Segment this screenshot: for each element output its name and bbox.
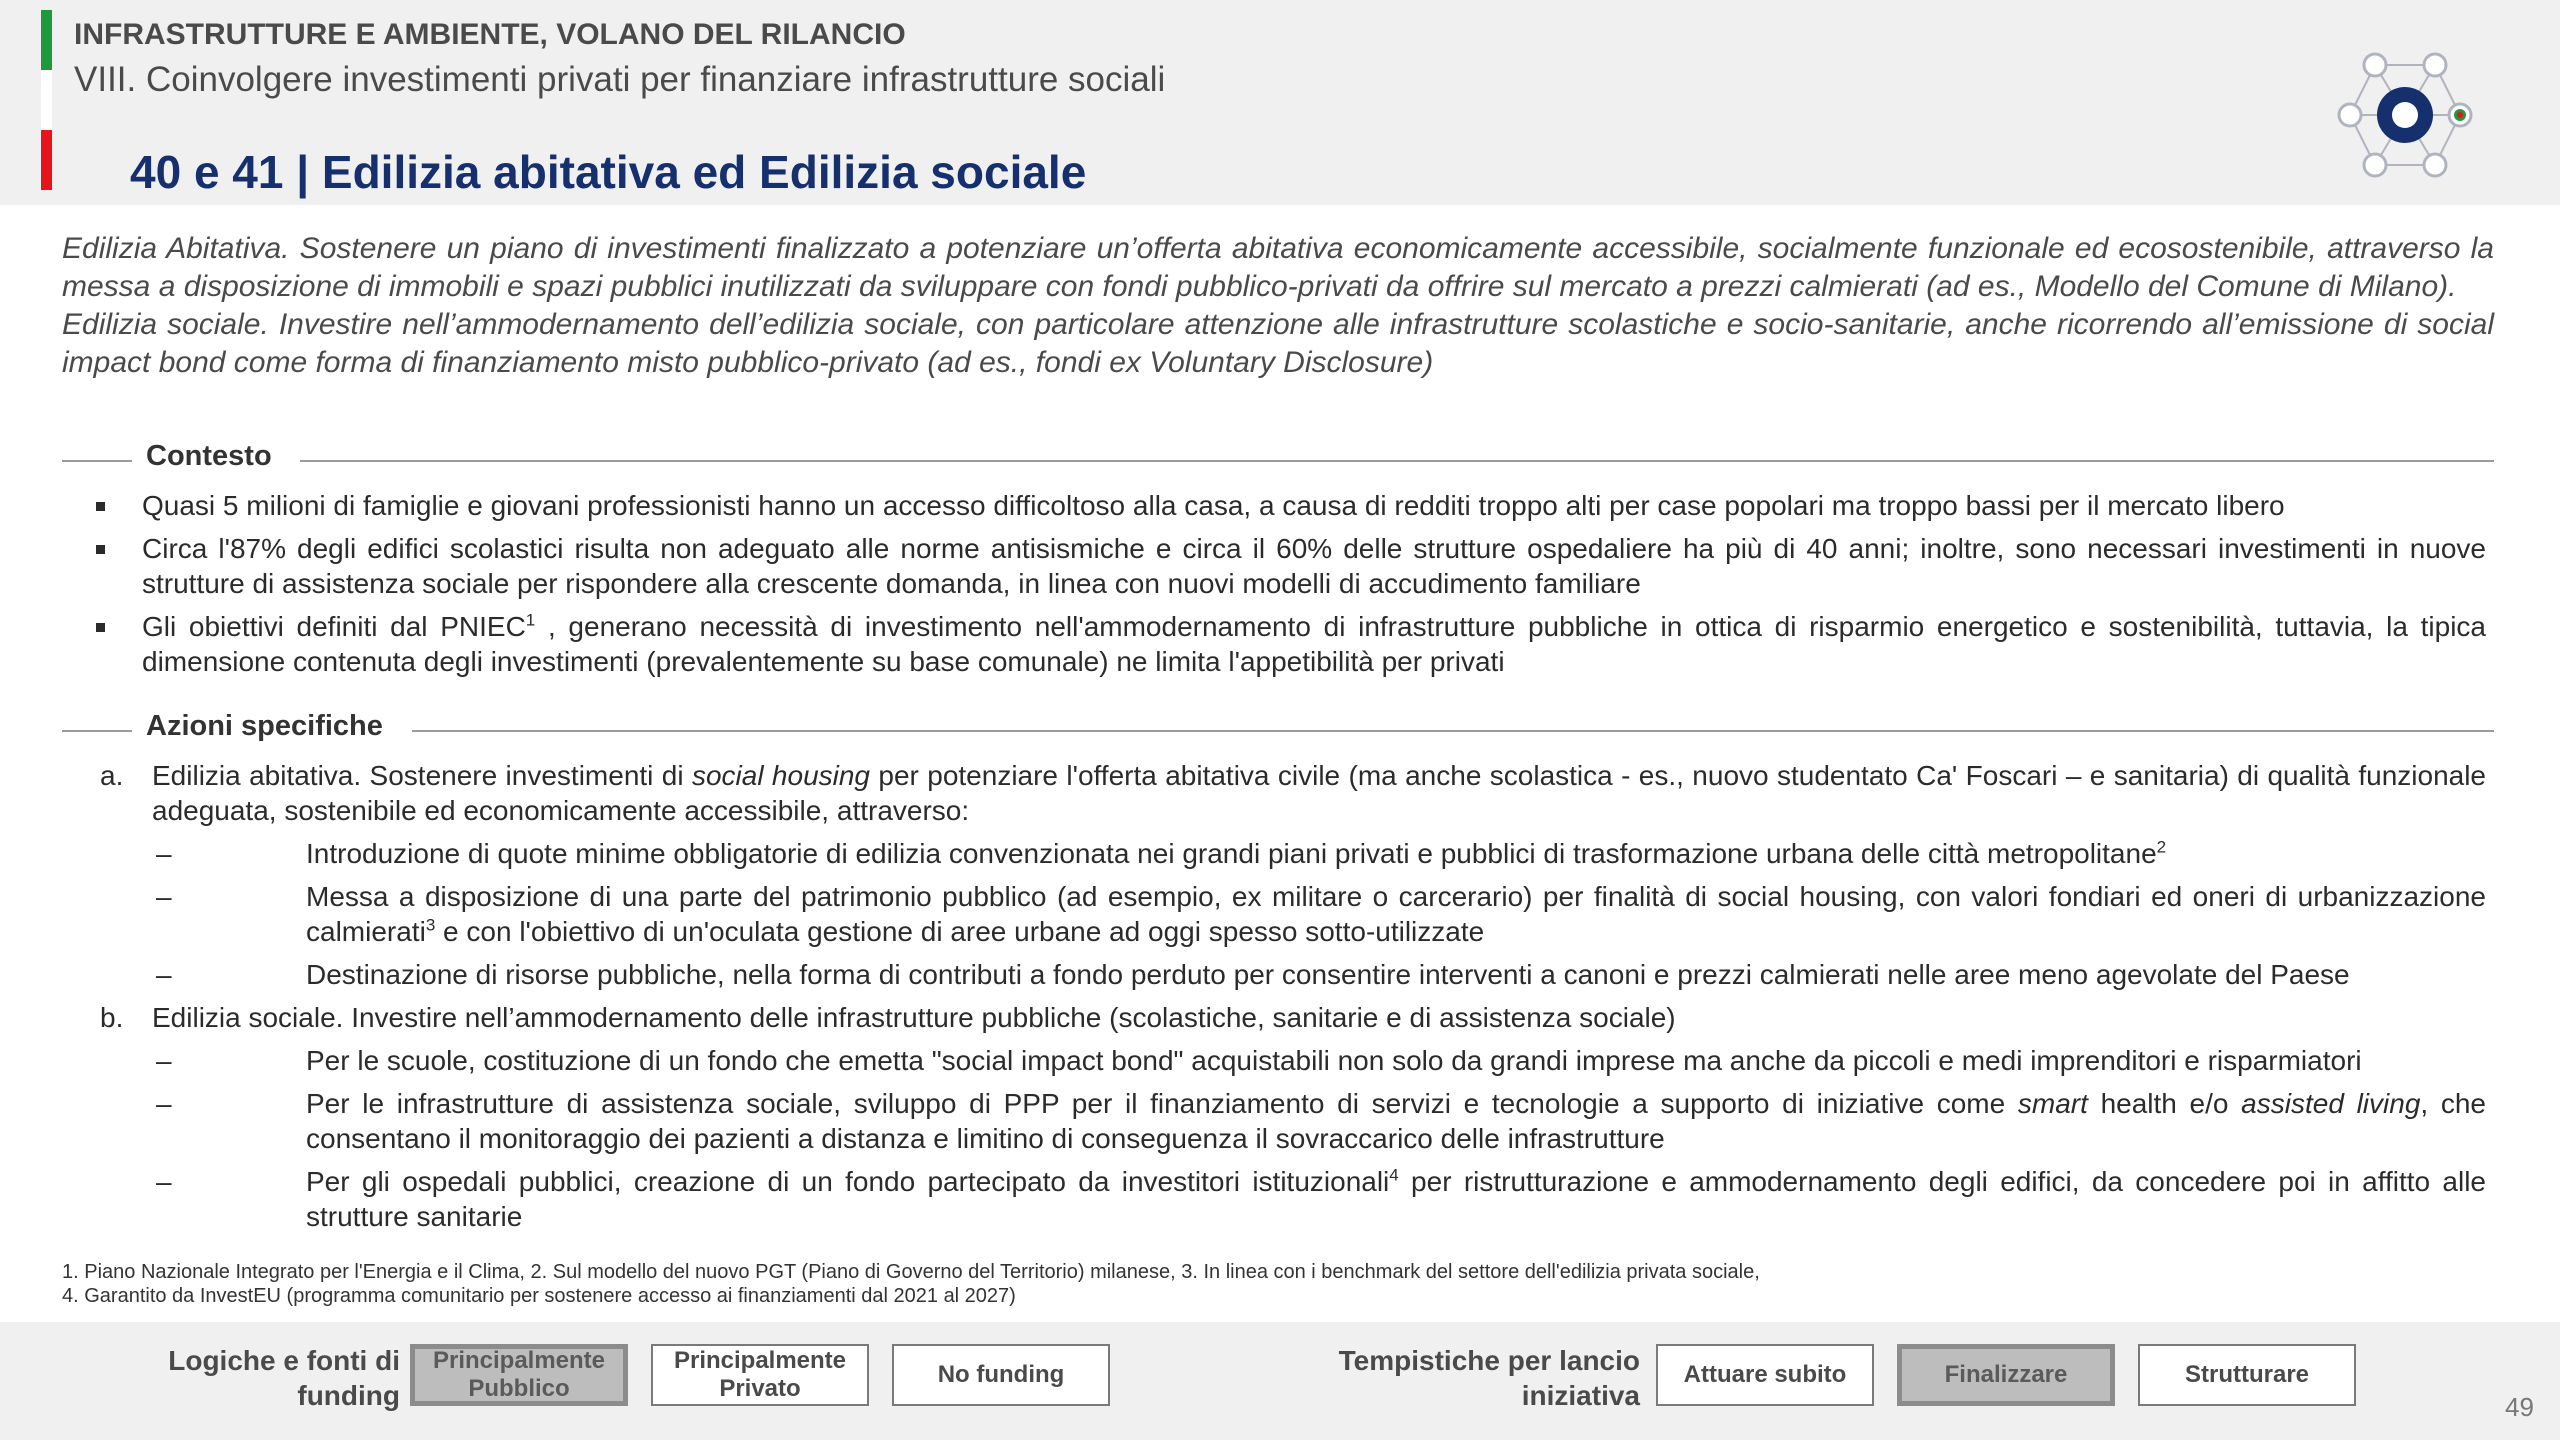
contesto-list [90, 488, 2486, 687]
list-item: Quasi 5 milioni di famiglie e giovani professionisti hanno un accesso difficoltoso alla casa, a causa di redditi troppo alti per case popolari ma troppo bassi per il mercato libero [90, 488, 2486, 523]
footnote-ref: 2 [2156, 837, 2167, 857]
action-marker: a. [100, 760, 124, 791]
action-item-b: b. Edilizia sociale. Investire nell’ammodernamento delle infrastrutture pubbliche (scolastiche, sanitarie e di assistenza sociale) [100, 1002, 1676, 1033]
flag-green-stripe [41, 10, 52, 70]
italian-flag-bar [41, 10, 52, 190]
page-title: 40 e 41 | Edilizia abitativa ed Edilizia sociale [130, 146, 1087, 198]
funding-option-no-funding[interactable]: No funding [892, 1344, 1110, 1406]
timing-option-finalizzare[interactable]: Finalizzare [1897, 1344, 2115, 1406]
contesto-label: Contesto [146, 440, 272, 472]
dash-marker: – [156, 1166, 172, 1197]
action-item-a: a. Edilizia abitativa. Sostenere investimenti di social housing per potenziare l'offerta abitativa civile (ma anche scolastica - es., nuovo studentato Ca' Foscari – e sanitaria) di qualità funzionale adeguata, sostenibile ed economicamente accessibile, attraverso: [100, 760, 2487, 826]
intro-text [62, 230, 2494, 382]
sub-item: – Messa a disposizione di una parte del patrimonio pubblico (ad esempio, ex militare o carcerario) per finalità di social housing, con valori fondiari ed oneri di urbanizzazione calmierati$^3$ e con l'obiettivo di un'oculata gestione di aree urbane ad oggi spesso sotto-utilizzate [156, 881, 2486, 947]
funding-option-privato[interactable]: Principalmente Privato [651, 1344, 869, 1406]
action-marker: b. [100, 1002, 124, 1033]
section-subtitle: VIII. Coinvolgere investimenti privati per finanziare infrastrutture sociali [74, 60, 1166, 99]
azioni-list [100, 758, 2486, 1242]
heading-rule-left [62, 730, 132, 732]
list-item: Gli obiettivi definiti dal PNIEC$^1$ , generano necessità di investimento nell'ammodernamento di infrastrutture pubbliche in ottica di risparmio energetico e sostenibilità, tuttavia, la tipica dimensione contenuta degli investimenti (prevalentemente su base comunale) ne limita l'appetibilità per privati [90, 609, 2486, 679]
azioni-label: Azioni specifiche [146, 710, 383, 742]
dash-marker: – [156, 881, 172, 912]
bullet-square-icon [96, 502, 105, 511]
intro-paragraph-sociale: Edilizia sociale. Investire nell’ammodernamento dell’edilizia sociale, con particolare attenzione alle infrastrutture scolastiche e socio-sanitarie, anche ricorrendo all’emissione di social impact bond come forma di finanziamento misto pubblico-privato (ad es., fondi ex Voluntary Disclosure) [62, 308, 2494, 379]
funding-label: Logiche e fonti di funding [168, 1345, 400, 1411]
flag-red-stripe [41, 130, 52, 190]
dash-marker: – [156, 959, 172, 990]
intro-paragraph-abitativa: Edilizia Abitativa. Sostenere un piano di investimenti finalizzato a potenziare un’offerta abitativa economicamente accessibile, socialmente funzionale ed ecosostenibile, attraverso la messa a disposizione di immobili e spazi pubblici inutilizzati da sviluppare con fondi pubblico-privati da offrire sul mercato a prezzi calmierati (ad es., Modello del Comune di Milano). [62, 232, 2494, 303]
timing-option-attuare-subito[interactable]: Attuare subito [1656, 1344, 1874, 1406]
section-kicker: INFRASTRUTTURE E AMBIENTE, VOLANO DEL RILANCIO [74, 18, 906, 51]
azioni-heading [62, 710, 2494, 750]
dash-marker: – [156, 838, 172, 869]
timing-option-strutturare[interactable]: Strutturare [2138, 1344, 2356, 1406]
bullet-square-icon [96, 623, 105, 632]
sub-item: – Introduzione di quote minime obbligatorie di edilizia convenzionata nei grandi piani privati e pubblici di trasformazione urbana delle città metropolitane$^2$ [156, 837, 2167, 869]
network-logo-icon [2330, 40, 2480, 190]
footnote-line-1: 1. Piano Nazionale Integrato per l'Energia e il Clima, 2. Sul modello del nuovo PGT (Piano di Governo del Territorio) milanese, 3. In linea con i benchmark del settore dell'edilizia privata sociale, [62, 1261, 1760, 1283]
funding-option-pubblico[interactable]: Principalmente Pubblico [410, 1344, 628, 1406]
footnote-ref: 1 [525, 610, 536, 630]
footnote-ref: 3 [425, 915, 436, 935]
dash-marker: – [156, 1088, 172, 1119]
contesto-heading [62, 440, 2494, 480]
footnote-ref: 4 [1389, 1165, 1399, 1185]
bullet-square-icon [96, 545, 105, 554]
sub-item: – Per le scuole, costituzione di un fondo che emetta "social impact bond" acquistabili non solo da grandi imprese ma anche da piccoli e medi imprenditori e risparmiatori [156, 1045, 2362, 1076]
dash-marker: – [156, 1045, 172, 1076]
sub-item: – Per gli ospedali pubblici, creazione di un fondo partecipato da investitori istituzionali$^4$ per ristrutturazione e ammodernamento degli edifici, da concedere poi in affitto alle strutture sanitarie [156, 1165, 2487, 1232]
page-number: 49 [2505, 1392, 2534, 1422]
heading-rule-left [62, 460, 132, 462]
heading-rule-right [300, 460, 2494, 462]
sub-item: – Destinazione di risorse pubbliche, nella forma di contributi a fondo perduto per consentire interventi a canoni e prezzi calmierati nelle aree meno agevolate del Paese [156, 959, 2350, 990]
list-item: Circa l'87% degli edifici scolastici risulta non adeguato alle norme antisismiche e circa il 60% delle strutture ospedaliere ha più di 40 anni; inoltre, sono necessari investimenti in nuove strutture di assistenza sociale per rispondere alla crescente domanda, in linea con nuovi modelli di accudimento familiare [90, 531, 2486, 601]
sub-item: – Per le infrastrutture di assistenza sociale, sviluppo di PPP per il finanziamento di servizi e tecnologie a supporto di iniziative come smart health e/o assisted living, che consentano il monitoraggio dei pazienti a distanza e limitino di conseguenza il sovraccarico delle infrastrutture [156, 1088, 2487, 1154]
footnotes [62, 1260, 1760, 1308]
footnote-line-2: 4. Garantito da InvestEU (programma comunitario per sostenere accesso ai finanziamenti dal 2021 al 2027) [62, 1285, 1016, 1307]
heading-rule-right [412, 730, 2494, 732]
flag-white-stripe [41, 70, 52, 130]
timing-label: Tempistiche per lancio iniziativa [1338, 1345, 1640, 1411]
